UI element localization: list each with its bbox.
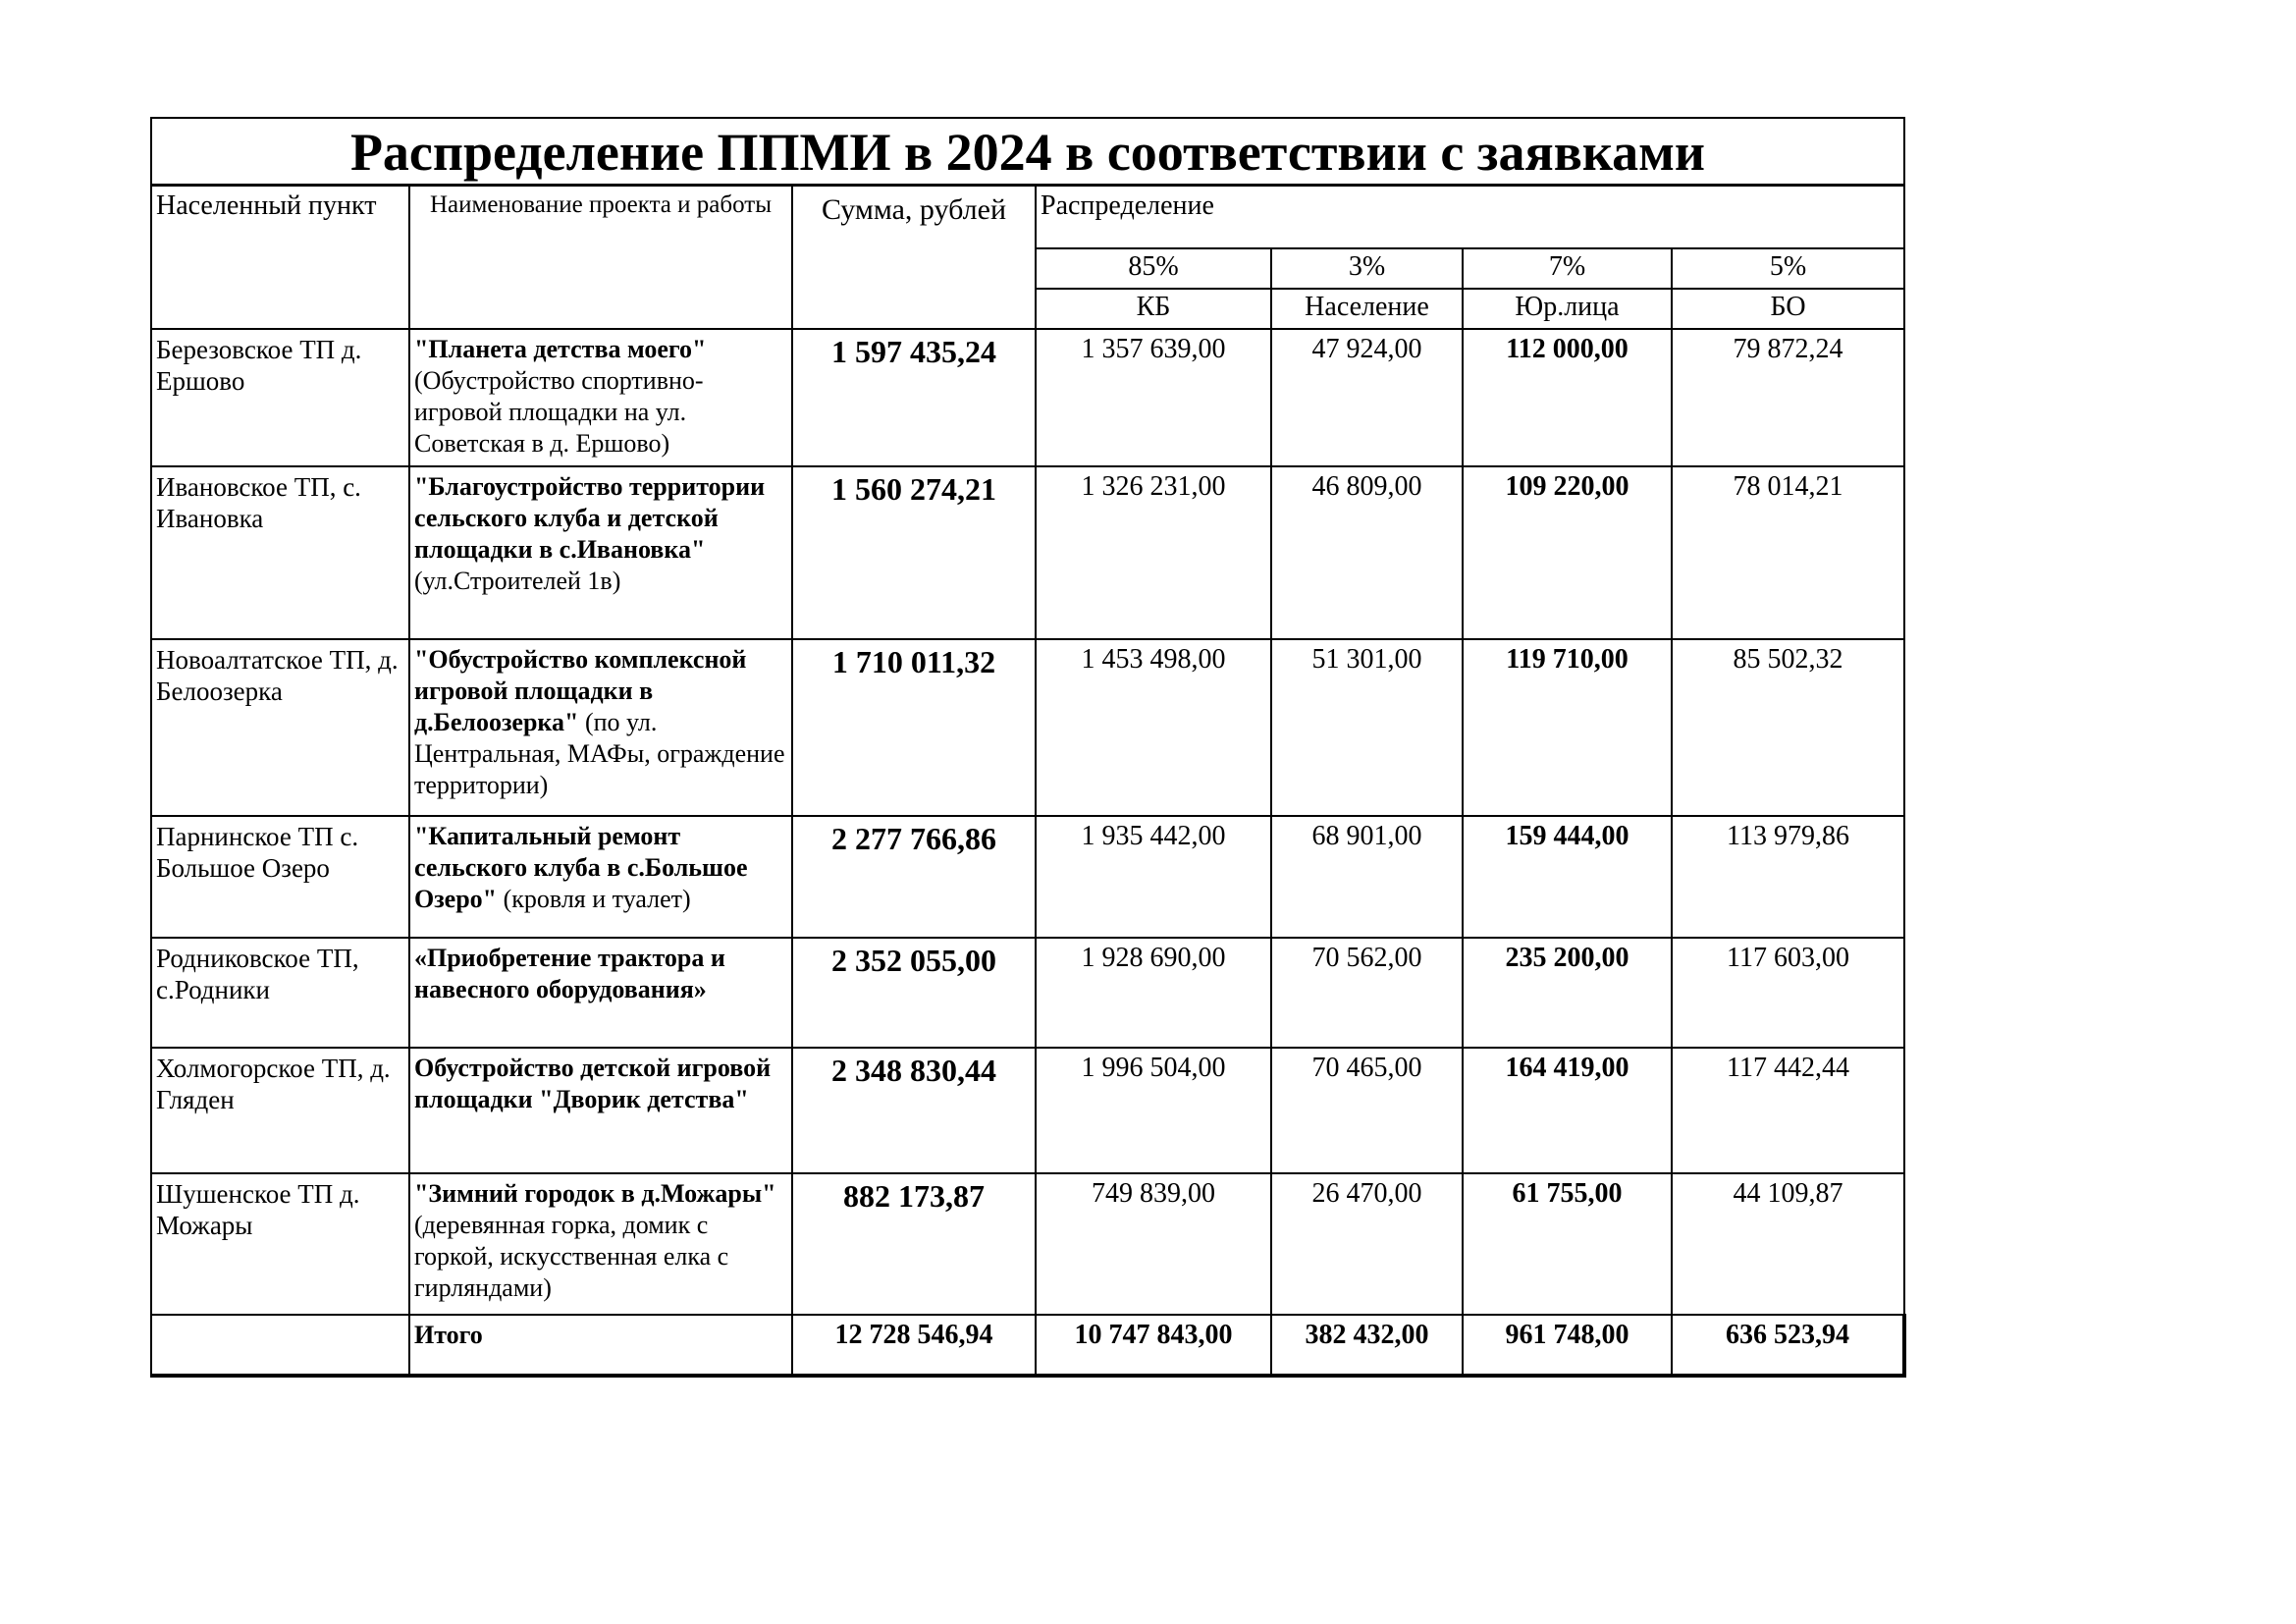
source-bo: БО	[1672, 289, 1904, 329]
settlement-cell: Березовское ТП д. Ершово	[151, 329, 409, 466]
bo-cell: 85 502,32	[1672, 639, 1904, 816]
source-kb: КБ	[1036, 289, 1271, 329]
table-row	[151, 639, 1904, 816]
table-row	[151, 938, 1904, 1048]
percent-kb: 85%	[1036, 248, 1271, 289]
legal-cell: 235 200,00	[1463, 938, 1672, 1048]
sum-cell: 1 597 435,24	[792, 329, 1036, 466]
bo-cell: 117 603,00	[1672, 938, 1904, 1048]
table-row	[151, 466, 1904, 639]
settlement-cell: Холмогорское ТП, д. Гляден	[151, 1048, 409, 1173]
bo-cell: 117 442,44	[1672, 1048, 1904, 1173]
table-row	[151, 1048, 1904, 1173]
page-title: Распределение ППМИ в 2024 в соответствии с заявками	[151, 118, 1904, 186]
source-population: Население	[1271, 289, 1463, 329]
legal-cell: 109 220,00	[1463, 466, 1672, 639]
percent-population: 3%	[1271, 248, 1463, 289]
project-cell	[409, 938, 792, 1048]
distribution-table	[150, 117, 1906, 1378]
population-cell: 51 301,00	[1271, 639, 1463, 816]
population-cell: 26 470,00	[1271, 1173, 1463, 1315]
kb-cell: 1 326 231,00	[1036, 466, 1271, 639]
kb-cell: 1 935 442,00	[1036, 816, 1271, 938]
header-project: Наименование проекта и работы	[409, 186, 792, 329]
kb-cell: 1 996 504,00	[1036, 1048, 1271, 1173]
bo-cell: 44 109,87	[1672, 1173, 1904, 1315]
total-population: 382 432,00	[1271, 1315, 1463, 1376]
kb-cell: 1 453 498,00	[1036, 639, 1271, 816]
legal-cell: 119 710,00	[1463, 639, 1672, 816]
population-cell: 47 924,00	[1271, 329, 1463, 466]
population-cell: 68 901,00	[1271, 816, 1463, 938]
header-row	[151, 186, 1904, 248]
total-bo: 636 523,94	[1672, 1315, 1904, 1376]
sum-cell: 1 710 011,32	[792, 639, 1036, 816]
total-kb: 10 747 843,00	[1036, 1315, 1271, 1376]
header-settlement: Населенный пункт	[151, 186, 409, 329]
sum-cell: 2 277 766,86	[792, 816, 1036, 938]
bo-cell: 79 872,24	[1672, 329, 1904, 466]
distribution-document	[150, 117, 1906, 1378]
settlement-cell: Новоалтатское ТП, д. Белоозерка	[151, 639, 409, 816]
kb-cell: 1 357 639,00	[1036, 329, 1271, 466]
bo-cell: 113 979,86	[1672, 816, 1904, 938]
population-cell: 46 809,00	[1271, 466, 1463, 639]
source-legal: Юр.лица	[1463, 289, 1672, 329]
project-title: "Планета детства моего"	[414, 334, 707, 363]
total-legal: 961 748,00	[1463, 1315, 1672, 1376]
project-cell	[409, 466, 792, 639]
project-details: (кровля и туалет)	[497, 884, 691, 913]
project-title: "Зимний городок в д.Можары"	[414, 1178, 776, 1208]
header-distribution: Распределение	[1036, 186, 1904, 248]
legal-cell: 159 444,00	[1463, 816, 1672, 938]
project-cell	[409, 329, 792, 466]
total-sum: 12 728 546,94	[792, 1315, 1036, 1376]
project-title: «Приобретение трактора и навесного оборудования»	[414, 943, 725, 1003]
project-details: (по ул. Центральная, МАФы, ограждение территории)	[414, 707, 785, 799]
project-cell	[409, 1173, 792, 1315]
project-title: "Благоустройство территории сельского клуба и детской площадки в с.Ивановка"	[414, 471, 766, 564]
table-row	[151, 329, 1904, 466]
table-row	[151, 1173, 1904, 1315]
project-title: Обустройство детской игровой площадки "Дворик детства"	[414, 1053, 772, 1113]
sum-cell: 2 348 830,44	[792, 1048, 1036, 1173]
project-cell	[409, 816, 792, 938]
kb-cell: 749 839,00	[1036, 1173, 1271, 1315]
percent-legal: 7%	[1463, 248, 1672, 289]
kb-cell: 1 928 690,00	[1036, 938, 1271, 1048]
settlement-cell: Парнинское ТП с. Большое Озеро	[151, 816, 409, 938]
title-row	[151, 118, 1904, 186]
project-details: (деревянная горка, домик с горкой, искусственная елка с гирляндами)	[414, 1210, 729, 1302]
settlement-cell: Шушенское ТП д. Можары	[151, 1173, 409, 1315]
table-row	[151, 816, 1904, 938]
project-cell	[409, 1048, 792, 1173]
settlement-cell: Ивановское ТП, с. Ивановка	[151, 466, 409, 639]
legal-cell: 112 000,00	[1463, 329, 1672, 466]
sum-cell: 882 173,87	[792, 1173, 1036, 1315]
project-title: "Обустройство комплексной игровой площадки в д.Белоозерка"	[414, 644, 747, 736]
legal-cell: 164 419,00	[1463, 1048, 1672, 1173]
project-title: "Капитальный ремонт сельского клуба в с.Большое Озеро"	[414, 821, 748, 913]
project-cell	[409, 639, 792, 816]
sum-cell: 1 560 274,21	[792, 466, 1036, 639]
total-empty-cell	[151, 1315, 409, 1376]
sum-cell: 2 352 055,00	[792, 938, 1036, 1048]
legal-cell: 61 755,00	[1463, 1173, 1672, 1315]
population-cell: 70 465,00	[1271, 1048, 1463, 1173]
header-sum: Сумма, рублей	[792, 186, 1036, 329]
total-label: Итого	[409, 1315, 792, 1376]
bo-cell: 78 014,21	[1672, 466, 1904, 639]
project-details: (ул.Строителей 1в)	[414, 566, 621, 595]
project-details: (Обустройство спортивно-игровой площадки на ул. Советская в д. Ершово)	[414, 365, 704, 458]
population-cell: 70 562,00	[1271, 938, 1463, 1048]
total-row	[151, 1315, 1904, 1376]
settlement-cell: Родниковское ТП, с.Родники	[151, 938, 409, 1048]
percent-bo: 5%	[1672, 248, 1904, 289]
